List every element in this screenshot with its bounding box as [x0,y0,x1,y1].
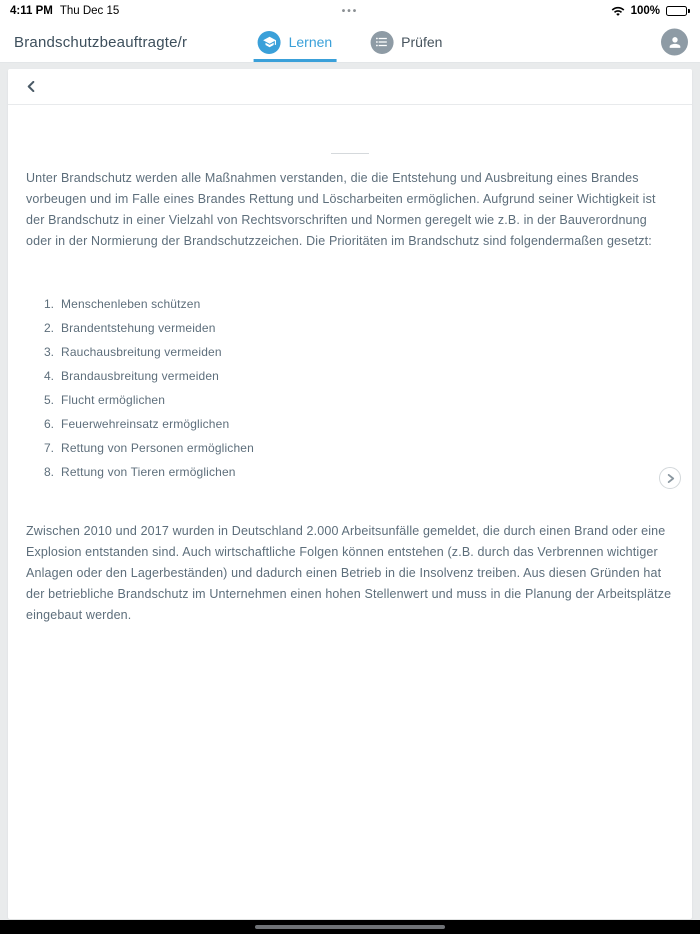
list-item-number: 7. [43,441,54,455]
battery-icon [666,6,690,16]
list-item-number: 3. [43,345,54,359]
card-toolbar [8,69,692,105]
list-item [38,436,692,460]
status-bar [0,0,700,22]
lesson-card [8,69,692,919]
chevron-left-icon [26,81,37,92]
list-item-number: 6. [43,417,54,431]
main-content [0,63,700,919]
list-item-text: Brandentstehung vermeiden [61,321,216,335]
list-item-text: Menschenleben schützen [61,297,201,311]
list-item-text: Brandausbreitung vermeiden [61,369,219,383]
status-right [611,5,690,17]
status-left [10,5,119,17]
list-item-text: Rauchausbreitung vermeiden [61,345,222,359]
back-button[interactable] [22,77,41,96]
list-item-text: Rettung von Personen ermöglichen [61,441,254,455]
list-item [38,340,692,364]
list-item-text: Feuerwehreinsatz ermöglichen [61,417,230,431]
lesson-paragraph-stats: Zwischen 2010 und 2017 wurden in Deutschland 2.000 Arbeitsunfälle gemeldet, die durch einen Brand oder eine Explosion entstanden sind. Auch wirtschaftliche Folgen können entstehen (z.B. durch das Verbrennen wichtiger Anlagen oder den Lagerbeständen) und dadurch einen Betrieb in die Insolvenz treiben. Aus diesen Gründen hat der betriebliche Brandschutz im Unternehmen einen hohen Stellenwert und muss in die Planung der Arbeitsplätze eingebaut werden. [26,524,672,622]
graduation-cap-icon [258,31,281,54]
list-item-number: 2. [43,321,54,335]
battery-percent: 100% [630,5,660,17]
page-title: Brandschutzbeauftragte/r [14,33,188,51]
person-icon [667,34,683,50]
tab-lernen-label: Lernen [288,34,333,50]
list-item-number: 1. [43,297,54,311]
status-date: Thu Dec 15 [59,5,120,17]
list-item-number: 8. [43,465,54,479]
list-item [38,460,692,484]
list-item-text: Flucht ermöglichen [61,393,166,407]
list-icon [370,31,393,54]
section-divider [331,153,369,154]
lesson-paragraph-intro: Unter Brandschutz werden alle Maßnahmen verstanden, die die Entstehung und Ausbreitung eines Brandes vorbeugen und im Falle eines Brandes Rettung und Löscharbeiten ermöglichen. Aufgrund seiner Wichtigkeit ist der Brandschutz in einer Vielzahl von Rechtsvorschriften und Normen geregelt wie z.B. in der Bauverordnung oder in der Normierung der Brandschutzzeichen. Die Prioritäten im Brandschutz sind folgendermaßen gesetzt: [26,171,656,248]
home-bar [0,920,700,934]
wifi-icon [611,6,625,17]
priority-list [38,292,692,484]
list-item [38,388,692,412]
list-item-number: 4. [43,369,54,383]
app-header [0,22,700,63]
tab-pruefen-label: Prüfen [401,34,443,50]
list-item-text: Rettung von Tieren ermöglichen [61,465,236,479]
status-time: 4:11 PM [10,5,53,17]
status-menu-dots-icon: ••• [341,5,359,17]
chevron-right-icon [666,474,675,483]
list-item [38,316,692,340]
tab-bar [254,22,447,62]
list-item-number: 5. [43,393,54,407]
avatar-button[interactable] [661,29,688,56]
home-indicator[interactable] [255,925,445,929]
tab-pruefen[interactable] [366,22,446,62]
list-item [38,364,692,388]
list-item [38,412,692,436]
next-page-button[interactable] [659,467,681,489]
tab-lernen[interactable] [254,22,337,62]
list-item [38,292,692,316]
